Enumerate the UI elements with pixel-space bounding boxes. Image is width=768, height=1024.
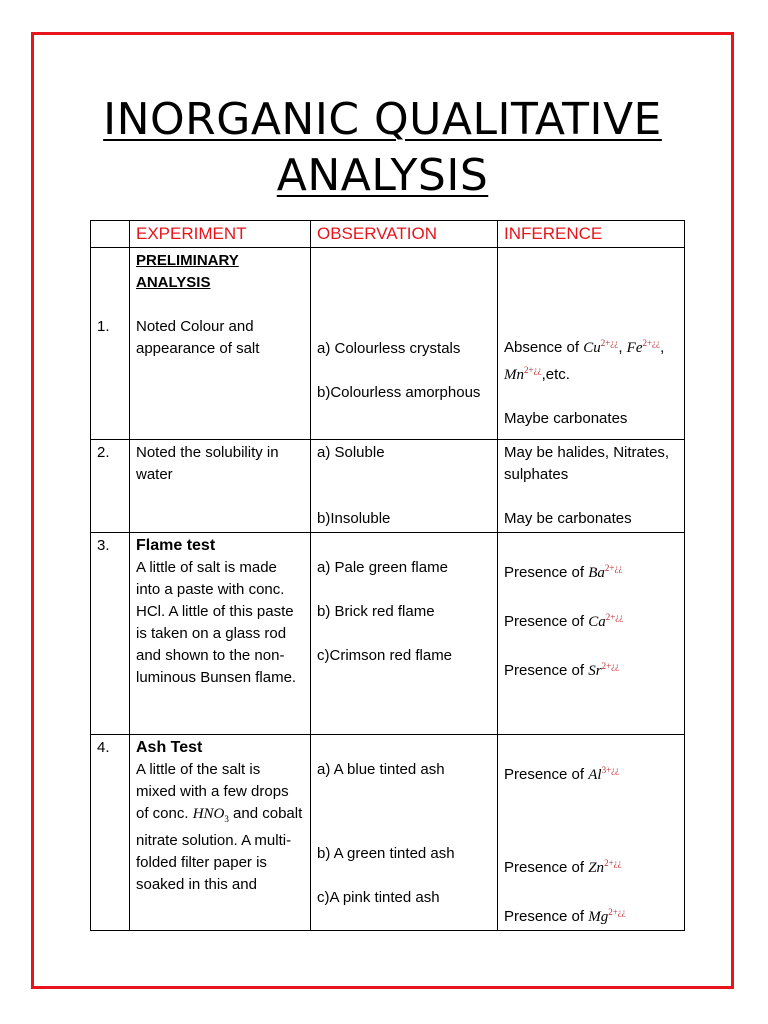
observation-cell [311,248,498,440]
observation-a: a) Colourless crystals [317,340,461,357]
header-number [91,221,130,248]
inference-a: Absence of $Cu^{2+¿¿}$, $Fe^{2+¿¿}$, $Mn^{2+¿¿},etc$. [504,338,665,383]
analysis-table [90,220,685,931]
row-number: 2. [91,440,130,533]
observation-b: b)Colourless amorphous [317,384,481,401]
observation-b: b)Insoluble [317,510,391,527]
observation-c: c)Crimson red flame [317,647,453,664]
experiment-cell [130,533,311,735]
row-number: 4. [91,735,130,931]
inference-cell [498,735,685,931]
observation-cell [311,440,498,533]
experiment-text: A little of salt is made into a paste with conc. HCl. A little of this paste is taken on a glass rod and shown to the non-luminous Bunsen flame. [136,559,297,686]
inference-c: Presence of $Mg^{2+¿¿}$ [504,907,626,925]
experiment-text-a: A little of the salt is mixed with a few drops of conc. [136,761,289,822]
inference-a: Presence of $Ba^{2+¿¿}$ [504,563,623,581]
inference-b: Presence of $Ca^{2+¿¿}$ [504,612,624,630]
observation-a: a) A blue tinted ash [317,761,445,778]
header-inference: INFERENCE [498,221,685,248]
observation-a: a) Soluble [317,444,385,461]
table-row [91,735,685,931]
observation-b: b) A green tinted ash [317,845,455,862]
inference-b: Presence of $Zn^{2+¿¿}$ [504,858,622,876]
section-heading: Ash Test [136,739,203,756]
row-number: 1. [91,248,130,440]
inference-c: Presence of $Sr^{2+¿¿}$ [504,661,620,679]
inference-b: Maybe carbonates [504,410,628,427]
section-heading: PRELIMINARY ANALYSIS [136,252,239,291]
inference-a: Presence of $Al^{3+¿¿}$ [504,765,620,783]
inference-a: May be halides, Nitrates, sulphates [504,444,670,483]
experiment-cell [130,735,311,931]
header-experiment: EXPERIMENT [130,221,311,248]
section-heading: Flame test [136,537,216,554]
title-line-1: INORGANIC QUALITATIVE [103,94,662,145]
header-observation: OBSERVATION [311,221,498,248]
title-line-2: ANALYSIS [276,150,489,201]
page-title [31,92,734,204]
observation-c: c)A pink tinted ash [317,889,440,906]
inference-b: May be carbonates [504,510,632,527]
inference-cell [498,248,685,440]
table-header-row [91,221,685,248]
experiment-text-b: and cobalt nitrate solution. A multi-folded filter paper is soaked in this and [136,805,303,893]
row-number: 3. [91,533,130,735]
inference-cell [498,440,685,533]
observation-b: b) Brick red flame [317,603,435,620]
table-row [91,440,685,533]
experiment-cell: Noted the solubility in water [130,440,311,533]
table-row [91,248,685,440]
observation-cell [311,533,498,735]
observation-cell [311,735,498,931]
experiment-cell [130,248,311,440]
inference-cell [498,533,685,735]
nitric-acid-formula: $HNO_3$ [192,806,229,824]
table-row [91,533,685,735]
observation-a: a) Pale green flame [317,559,448,576]
experiment-text: Noted Colour and appearance of salt [136,318,260,357]
